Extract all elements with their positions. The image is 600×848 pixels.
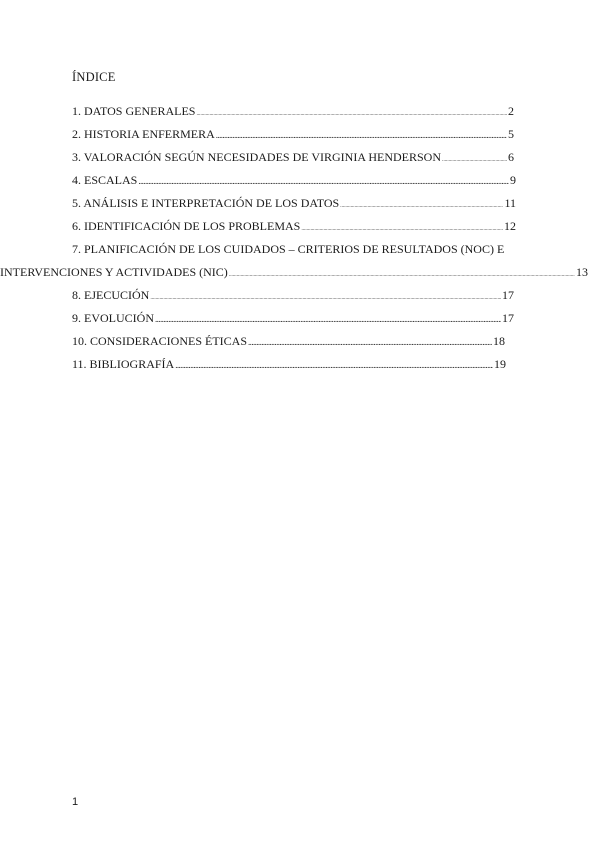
toc-entry-page: 2: [508, 104, 514, 118]
toc-entry-label: 11. BIBLIOGRAFÍA: [72, 357, 175, 371]
toc-entry: [72, 173, 516, 191]
toc-entry-label: 2. HISTORIA ENFERMERA: [72, 127, 215, 141]
dot-leader: [175, 360, 493, 370]
toc-entry: [72, 196, 516, 214]
toc-entry-page: 6: [508, 150, 514, 164]
toc-entry-page: 11: [504, 196, 516, 210]
toc-entry-page: 18: [493, 334, 505, 348]
toc-entry-page: 9: [510, 173, 516, 187]
toc-entry: [72, 288, 514, 306]
toc-entry: [72, 104, 514, 122]
dot-leader: [138, 176, 509, 186]
toc-entry: [72, 334, 505, 352]
dot-leader: [248, 337, 492, 347]
toc-entry-page: 13: [576, 265, 588, 279]
dot-leader: [340, 203, 503, 209]
dot-leader: [150, 295, 501, 301]
toc-entry-label: 5. ANÁLISIS E INTERPRETACIÓN DE LOS DATOS: [72, 196, 340, 210]
toc-entry-label: 10. CONSIDERACIONES ÉTICAS: [72, 334, 248, 348]
toc-entry: [72, 357, 506, 375]
dot-leader: [196, 111, 507, 117]
toc-entry-page: 12: [504, 219, 516, 233]
toc-entry-page: 17: [502, 288, 514, 302]
toc-entry-label: 3. VALORACIÓN SEGÚN NECESIDADES DE VIRGINIA HENDERSON: [72, 150, 442, 164]
toc-entry-label: 7. PLANIFICACIÓN DE LOS CUIDADOS – CRITERIOS DE RESULTADOS (NOC) E: [72, 242, 505, 256]
dot-leader: [301, 226, 503, 232]
index-title: ÍNDICE: [72, 70, 116, 84]
toc-entry-label: 4. ESCALAS: [72, 173, 138, 187]
toc-entry-label: 8. EJECUCIÓN: [72, 288, 150, 302]
dot-leader: [155, 314, 501, 324]
toc-entry: [0, 265, 588, 283]
dot-leader: [442, 157, 507, 163]
dot-leader: [229, 272, 575, 278]
toc-entry-label: 9. EVOLUCIÓN: [72, 311, 154, 325]
toc-entry-label: 1. DATOS GENERALES: [72, 104, 196, 118]
toc-entry-label: INTERVENCIONES Y ACTIVIDADES (NIC): [0, 265, 228, 279]
toc-entry-first-line: [72, 242, 524, 260]
toc-entry: [72, 127, 514, 145]
toc-entry: [72, 311, 514, 329]
dot-leader: [216, 130, 507, 140]
toc-entry: [72, 150, 514, 168]
toc-entry-page: 17: [502, 311, 514, 325]
page-number: 1: [72, 796, 79, 808]
toc-entry-page: 19: [494, 357, 506, 371]
toc-entry-page: 5: [508, 127, 514, 141]
toc-entry: [72, 219, 516, 237]
toc-entry-label: 6. IDENTIFICACIÓN DE LOS PROBLEMAS: [72, 219, 301, 233]
